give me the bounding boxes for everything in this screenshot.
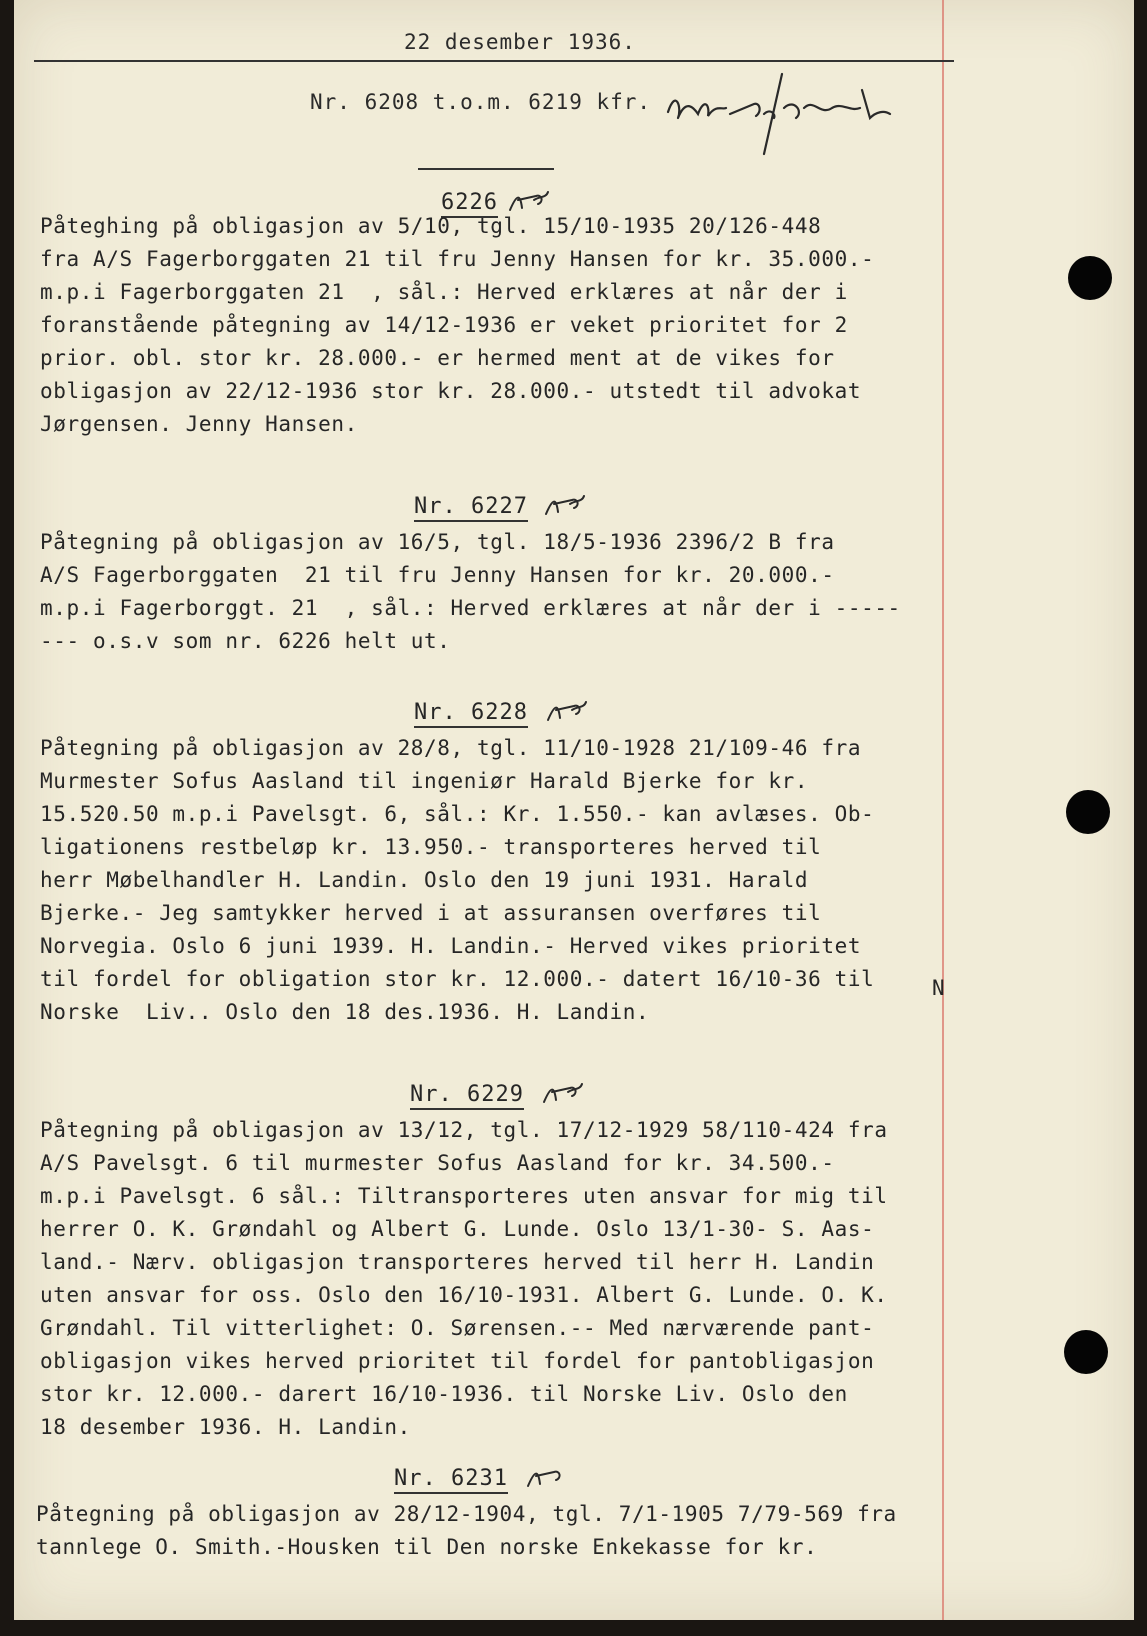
text-line: Påtegning på obligasjon av 13/12, tgl. 17/12-1929 58/110-424 fra [40,1118,888,1142]
red-margin-line [942,0,944,1620]
text-line: prior. obl. stor kr. 28.000.- er hermed ment at de vikes for [40,346,835,370]
handwritten-signature [664,68,924,158]
text-line: Jørgensen. Jenny Hansen. [40,412,358,436]
entry-text [40,210,920,441]
entry-text [36,1498,936,1564]
text-line: Norvegia. Oslo 6 juni 1939. H. Landin.- Herved vikes prioritet [40,934,862,958]
entry-number: Nr. 6229 [410,1082,524,1110]
text-line: A/S Pavelsgt. 6 til murmester Sofus Aasland for kr. 34.500.- [40,1151,835,1175]
entry-range: Nr. 6208 t.o.m. 6219 kfr. [310,90,652,114]
entry-text [40,732,920,1029]
text-line: obligasjon av 22/12-1936 stor kr. 28.000.- utstedt til advokat [40,379,862,403]
text-line: Påteghing på obligasjon av 5/10, tgl. 15/10-1935 20/126-448 [40,214,822,238]
text-line: 15.520.50 m.p.i Pavelsgt. 6, sål.: Kr. 1.550.- kan avlæses. Ob- [40,802,875,826]
text-line: Bjerke.- Jeg samtykker herved i at assuransen overføres til [40,901,822,925]
checkmark-initial [544,696,588,726]
separator-rule [418,168,554,170]
text-line: fra A/S Fagerborggaten 21 til fru Jenny Hansen for kr. 35.000.- [40,247,875,271]
page-date: 22 desember 1936. [404,30,636,54]
punch-hole [1068,256,1112,300]
punch-hole [1066,790,1110,834]
entry-text [40,1114,920,1444]
margin-note: N [932,976,945,1000]
text-line: Påtegning på obligasjon av 28/12-1904, tgl. 7/1-1905 7/79-569 fra [36,1502,897,1526]
text-line: m.p.i Pavelsgt. 6 sål.: Tiltransporteres uten ansvar for mig til [40,1184,888,1208]
checkmark-initial [524,1462,568,1492]
text-line: obligasjon vikes herved prioritet til fordel for pantobligasjon [40,1349,875,1373]
text-line: Påtegning på obligasjon av 16/5, tgl. 18/5-1936 2396/2 B fra [40,530,835,554]
text-line: m.p.i Fagerborggt. 21 , sål.: Herved erklæres at når der i ----- [40,596,901,620]
text-line: stor kr. 12.000.- darert 16/10-1936. til Norske Liv. Oslo den [40,1382,848,1406]
checkmark-initial [542,490,586,520]
text-line: herrer O. K. Grøndahl og Albert G. Lunde. Oslo 13/1-30- S. Aas- [40,1217,875,1241]
text-line: Grøndahl. Til vitterlighet: O. Sørensen.-- Med nærværende pant- [40,1316,875,1340]
entry-number: 6226 [441,190,498,218]
entry-number: Nr. 6231 [394,1466,508,1494]
punch-hole [1064,1330,1108,1374]
text-line: --- o.s.v som nr. 6226 helt ut. [40,629,451,653]
text-line: Murmester Sofus Aasland til ingeniør Harald Bjerke for kr. [40,769,809,793]
text-line: tannlege O. Smith.-Housken til Den norske Enkekasse for kr. [36,1535,818,1559]
header-rule [34,60,954,62]
entry-number: Nr. 6227 [414,494,528,522]
document-page [14,0,1134,1620]
text-line: til fordel for obligation stor kr. 12.000.- datert 16/10-36 til [40,967,875,991]
text-line: land.- Nærv. obligasjon transporteres herved til herr H. Landin [40,1250,875,1274]
checkmark-initial [540,1078,584,1108]
text-line: Norske Liv.. Oslo den 18 des.1936. H. Landin. [40,1000,650,1024]
text-line: uten ansvar for oss. Oslo den 16/10-1931. Albert G. Lunde. O. K. [40,1283,888,1307]
text-line: ligationens restbeløp kr. 13.950.- transporteres herved til [40,835,822,859]
entry-text [40,526,920,658]
text-line: 18 desember 1936. H. Landin. [40,1415,411,1439]
text-line: A/S Fagerborggaten 21 til fru Jenny Hansen for kr. 20.000.- [40,563,835,587]
text-line: m.p.i Fagerborggaten 21 , sål.: Herved erklæres at når der i [40,280,848,304]
entry-number: Nr. 6228 [414,700,528,728]
text-line: Påtegning på obligasjon av 28/8, tgl. 11/10-1928 21/109-46 fra [40,736,862,760]
text-line: foranstående påtegning av 14/12-1936 er veket prioritet for 2 [40,313,848,337]
text-line: herr Møbelhandler H. Landin. Oslo den 19 juni 1931. Harald [40,868,809,892]
